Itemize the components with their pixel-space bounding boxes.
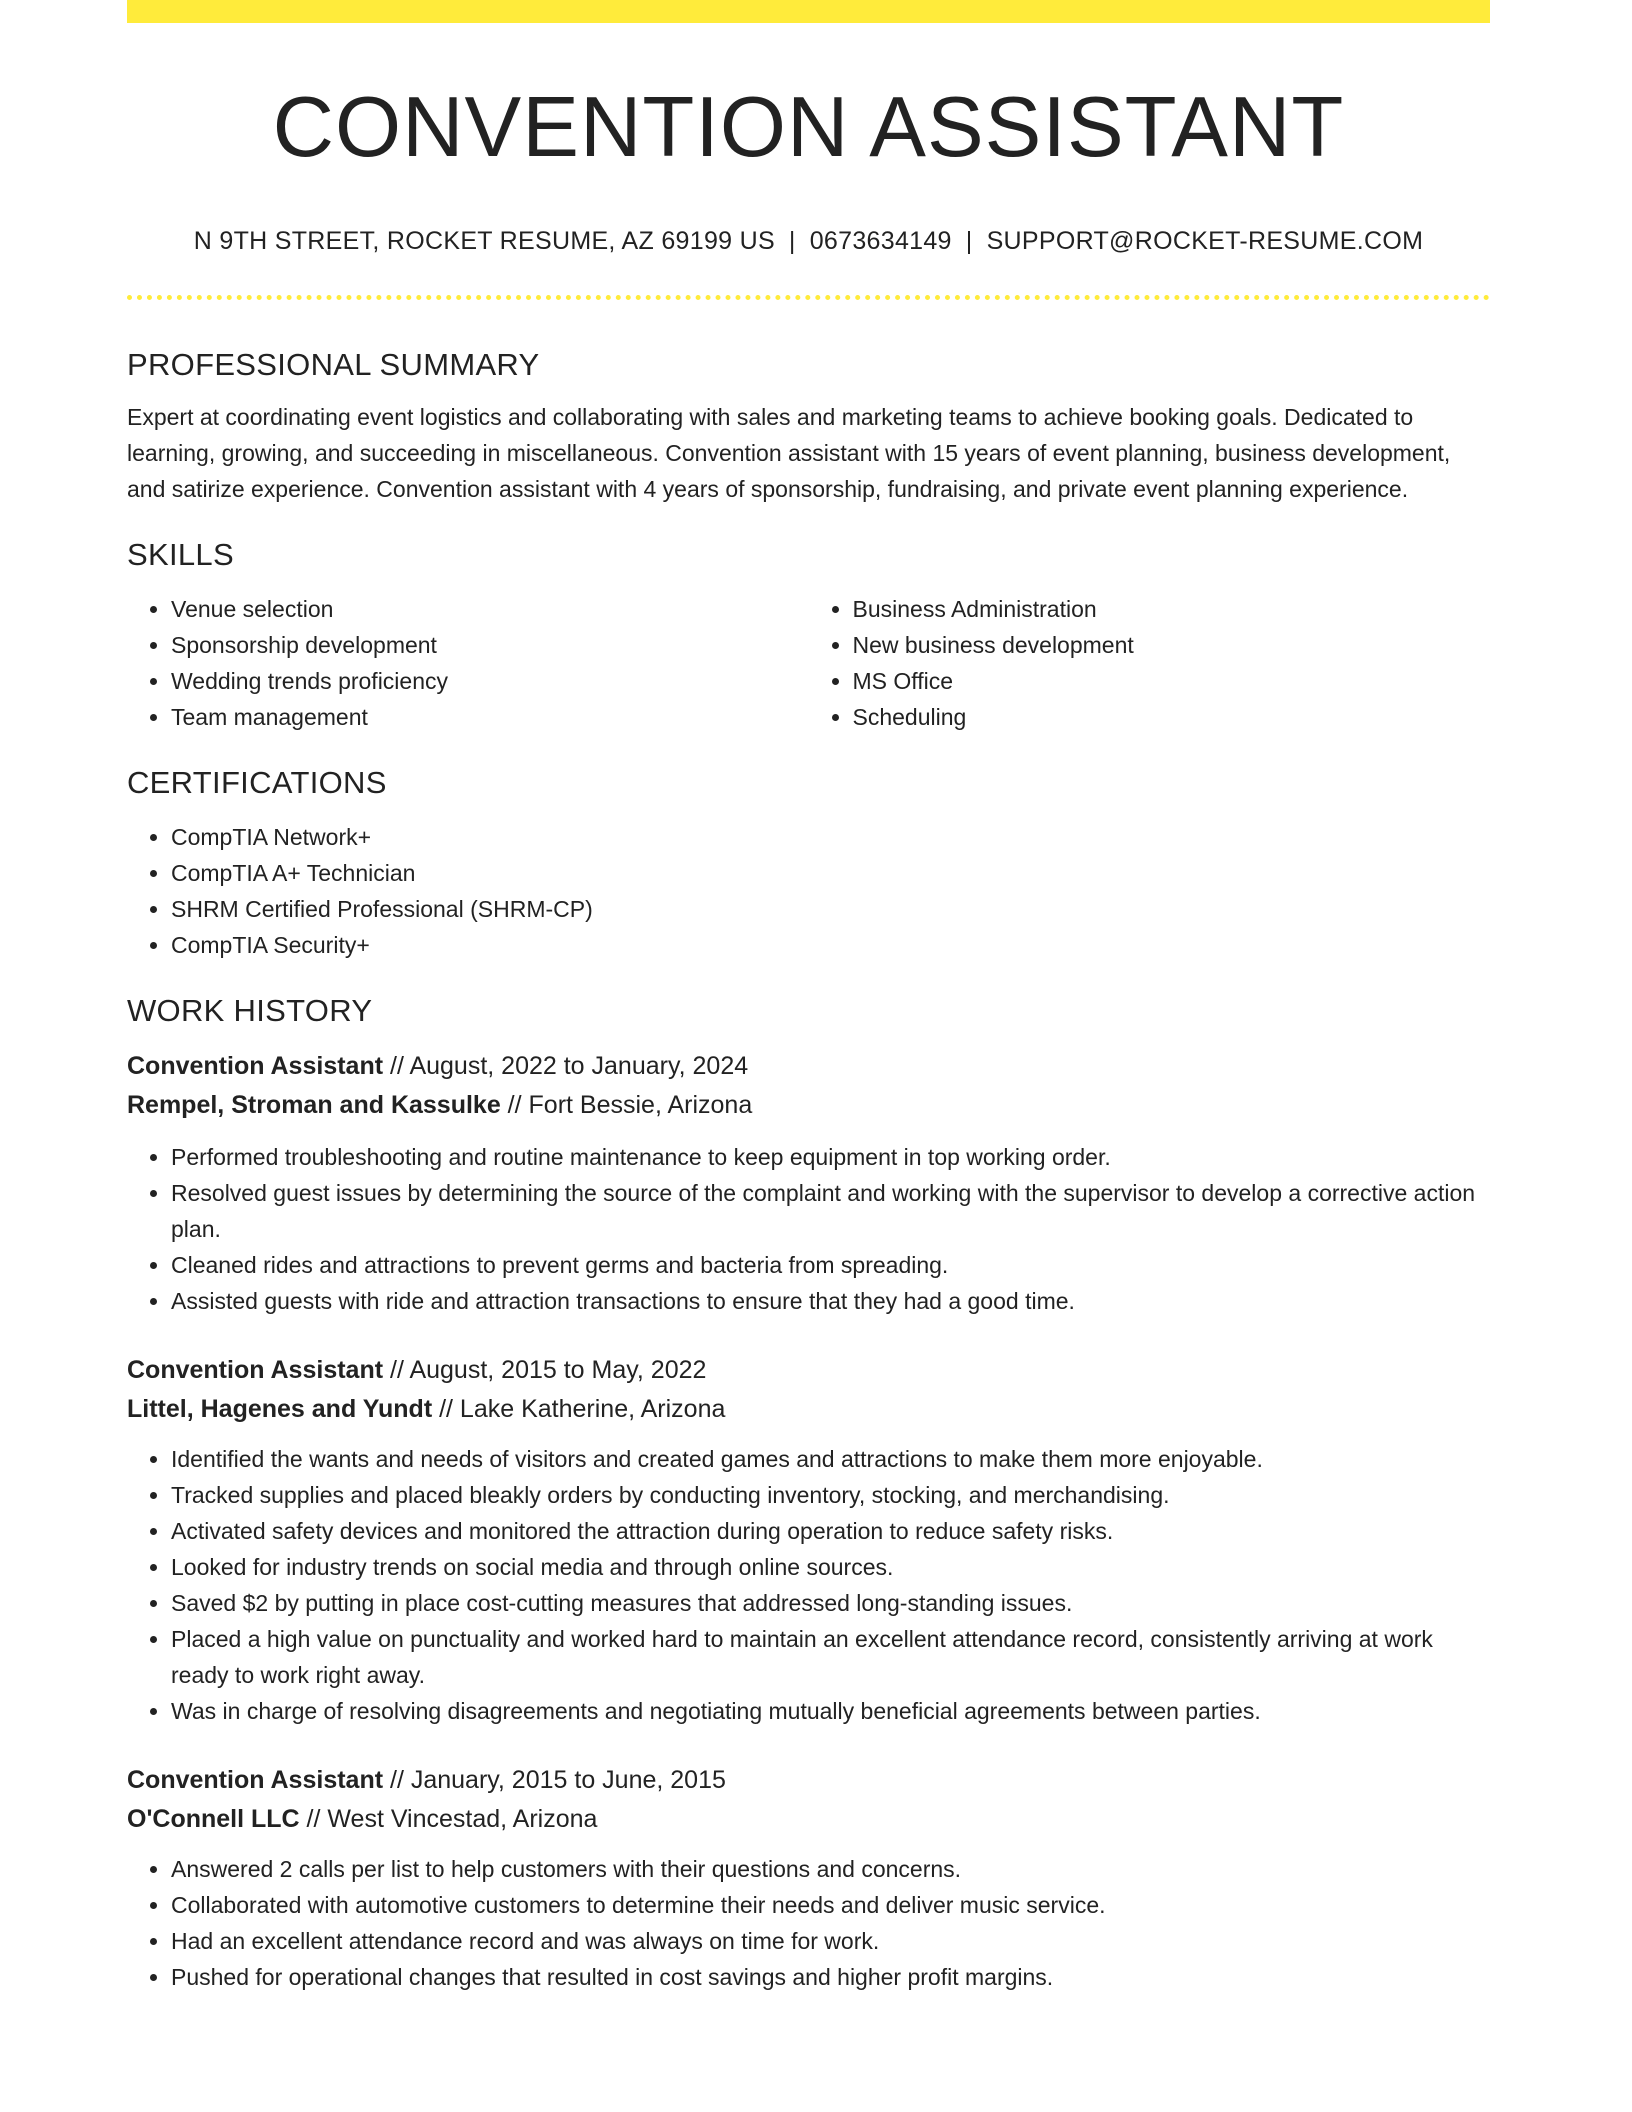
job-bullet: • Assisted guests with ride and attraction transactions to ensure that they had a good time. — [171, 1283, 1490, 1319]
job-bullet: • Placed a high value on punctuality and worked hard to maintain an excellent attendance record, consistently arriving at work ready to work right away. — [171, 1621, 1490, 1693]
job-bullet: • Answered 2 calls per list to help customers with their questions and concerns. — [171, 1851, 1490, 1887]
resume-page — [127, 0, 1490, 1995]
skill-item: • Business Administration — [853, 591, 1491, 627]
skill-item: • Sponsorship development — [171, 627, 809, 663]
skills-list-right — [809, 591, 1491, 735]
certification-item: • CompTIA Network+ — [171, 819, 1490, 855]
job-entry — [127, 1761, 1490, 1995]
job-bullet: • Activated safety devices and monitored the attraction during operation to reduce safety risks. — [171, 1513, 1490, 1549]
skill-item: • New business development — [853, 627, 1491, 663]
job-company-line — [127, 1086, 1490, 1125]
certification-item: • CompTIA Security+ — [171, 927, 1490, 963]
skills-section — [127, 537, 1490, 735]
certifications-section — [127, 765, 1490, 963]
accent-top-bar — [127, 0, 1490, 23]
job-role: Convention Assistant — [127, 1765, 384, 1794]
dotted-divider — [127, 295, 1490, 300]
job-role-line — [127, 1761, 1490, 1800]
contact-phone: 0673634149 — [809, 226, 952, 255]
job-role-line — [127, 1047, 1490, 1086]
job-bullet: • Had an excellent attendance record and was always on time for work. — [171, 1923, 1490, 1959]
job-role-line — [127, 1351, 1490, 1390]
skills-columns — [127, 591, 1490, 735]
section-heading-skills: SKILLS — [127, 536, 234, 572]
job-role: Convention Assistant — [127, 1355, 384, 1384]
contact-line — [127, 227, 1490, 256]
job-dates: // August, 2022 to January, 2024 — [383, 1051, 749, 1080]
skills-list-left — [127, 591, 809, 735]
job-entry — [127, 1351, 1490, 1729]
job-bullet: • Pushed for operational changes that resulted in cost savings and higher profit margins. — [171, 1959, 1490, 1995]
summary-section — [127, 347, 1490, 507]
job-bullets — [127, 1851, 1490, 1995]
section-heading-work-history: WORK HISTORY — [127, 992, 373, 1028]
job-location: // Fort Bessie, Arizona — [500, 1090, 753, 1119]
skill-item: • MS Office — [853, 663, 1491, 699]
contact-separator: | — [965, 226, 973, 255]
skill-item: • Scheduling — [853, 699, 1491, 735]
certification-item: • CompTIA A+ Technician — [171, 855, 1490, 891]
job-bullets — [127, 1441, 1490, 1729]
job-company-line — [127, 1390, 1490, 1429]
job-company-line — [127, 1800, 1490, 1839]
job-role: Convention Assistant — [127, 1051, 384, 1080]
job-bullet: • Performed troubleshooting and routine maintenance to keep equipment in top working order. — [171, 1139, 1490, 1175]
job-bullet: • Looked for industry trends on social media and through online sources. — [171, 1549, 1490, 1585]
job-bullet: • Resolved guest issues by determining the source of the complaint and working with the supervisor to develop a corrective action plan. — [171, 1175, 1490, 1247]
skill-item: • Wedding trends proficiency — [171, 663, 809, 699]
certifications-list — [127, 819, 1490, 963]
work-history-section — [127, 993, 1490, 1995]
skill-item: • Team management — [171, 699, 809, 735]
job-dates: // August, 2015 to May, 2022 — [383, 1355, 707, 1384]
section-heading-summary: PROFESSIONAL SUMMARY — [127, 346, 540, 382]
job-bullet: • Tracked supplies and placed bleakly orders by conducting inventory, stocking, and merchandising. — [171, 1477, 1490, 1513]
job-company: Littel, Hagenes and Yundt — [127, 1394, 433, 1423]
job-bullet: • Identified the wants and needs of visitors and created games and attractions to make them more enjoyable. — [171, 1441, 1490, 1477]
job-entry — [127, 1047, 1490, 1319]
job-company: Rempel, Stroman and Kassulke — [127, 1090, 501, 1119]
job-location: // West Vincestad, Arizona — [299, 1804, 598, 1833]
job-bullet: • Was in charge of resolving disagreements and negotiating mutually beneficial agreements between parties. — [171, 1693, 1490, 1729]
certification-item: • SHRM Certified Professional (SHRM-CP) — [171, 891, 1490, 927]
job-bullet: • Cleaned rides and attractions to prevent germs and bacteria from spreading. — [171, 1247, 1490, 1283]
contact-separator: | — [788, 226, 796, 255]
contact-address: N 9TH STREET, ROCKET RESUME, AZ 69199 US — [193, 226, 775, 255]
job-company: O'Connell LLC — [127, 1804, 300, 1833]
job-bullet: • Saved $2 by putting in place cost-cutting measures that addressed long-standing issues. — [171, 1585, 1490, 1621]
job-bullet: • Collaborated with automotive customers to determine their needs and deliver music service. — [171, 1887, 1490, 1923]
contact-email: SUPPORT@ROCKET-RESUME.COM — [986, 226, 1424, 255]
skill-item: • Venue selection — [171, 591, 809, 627]
job-bullets — [127, 1139, 1490, 1319]
job-location: // Lake Katherine, Arizona — [432, 1394, 726, 1423]
job-dates: // January, 2015 to June, 2015 — [383, 1765, 726, 1794]
resume-title: CONVENTION ASSISTANT — [272, 80, 1345, 175]
section-heading-certifications: CERTIFICATIONS — [127, 764, 387, 800]
summary-text: Expert at coordinating event logistics and collaborating with sales and marketing teams to achieve booking goals. Dedicated to learning, growing, and succeeding in miscellaneous. Convention assistant with 15 years of event planning, business development, and satirize experience. Convention assistant with 4 years of sponsorship, fundraising, and private event planning experience. — [127, 403, 1451, 502]
